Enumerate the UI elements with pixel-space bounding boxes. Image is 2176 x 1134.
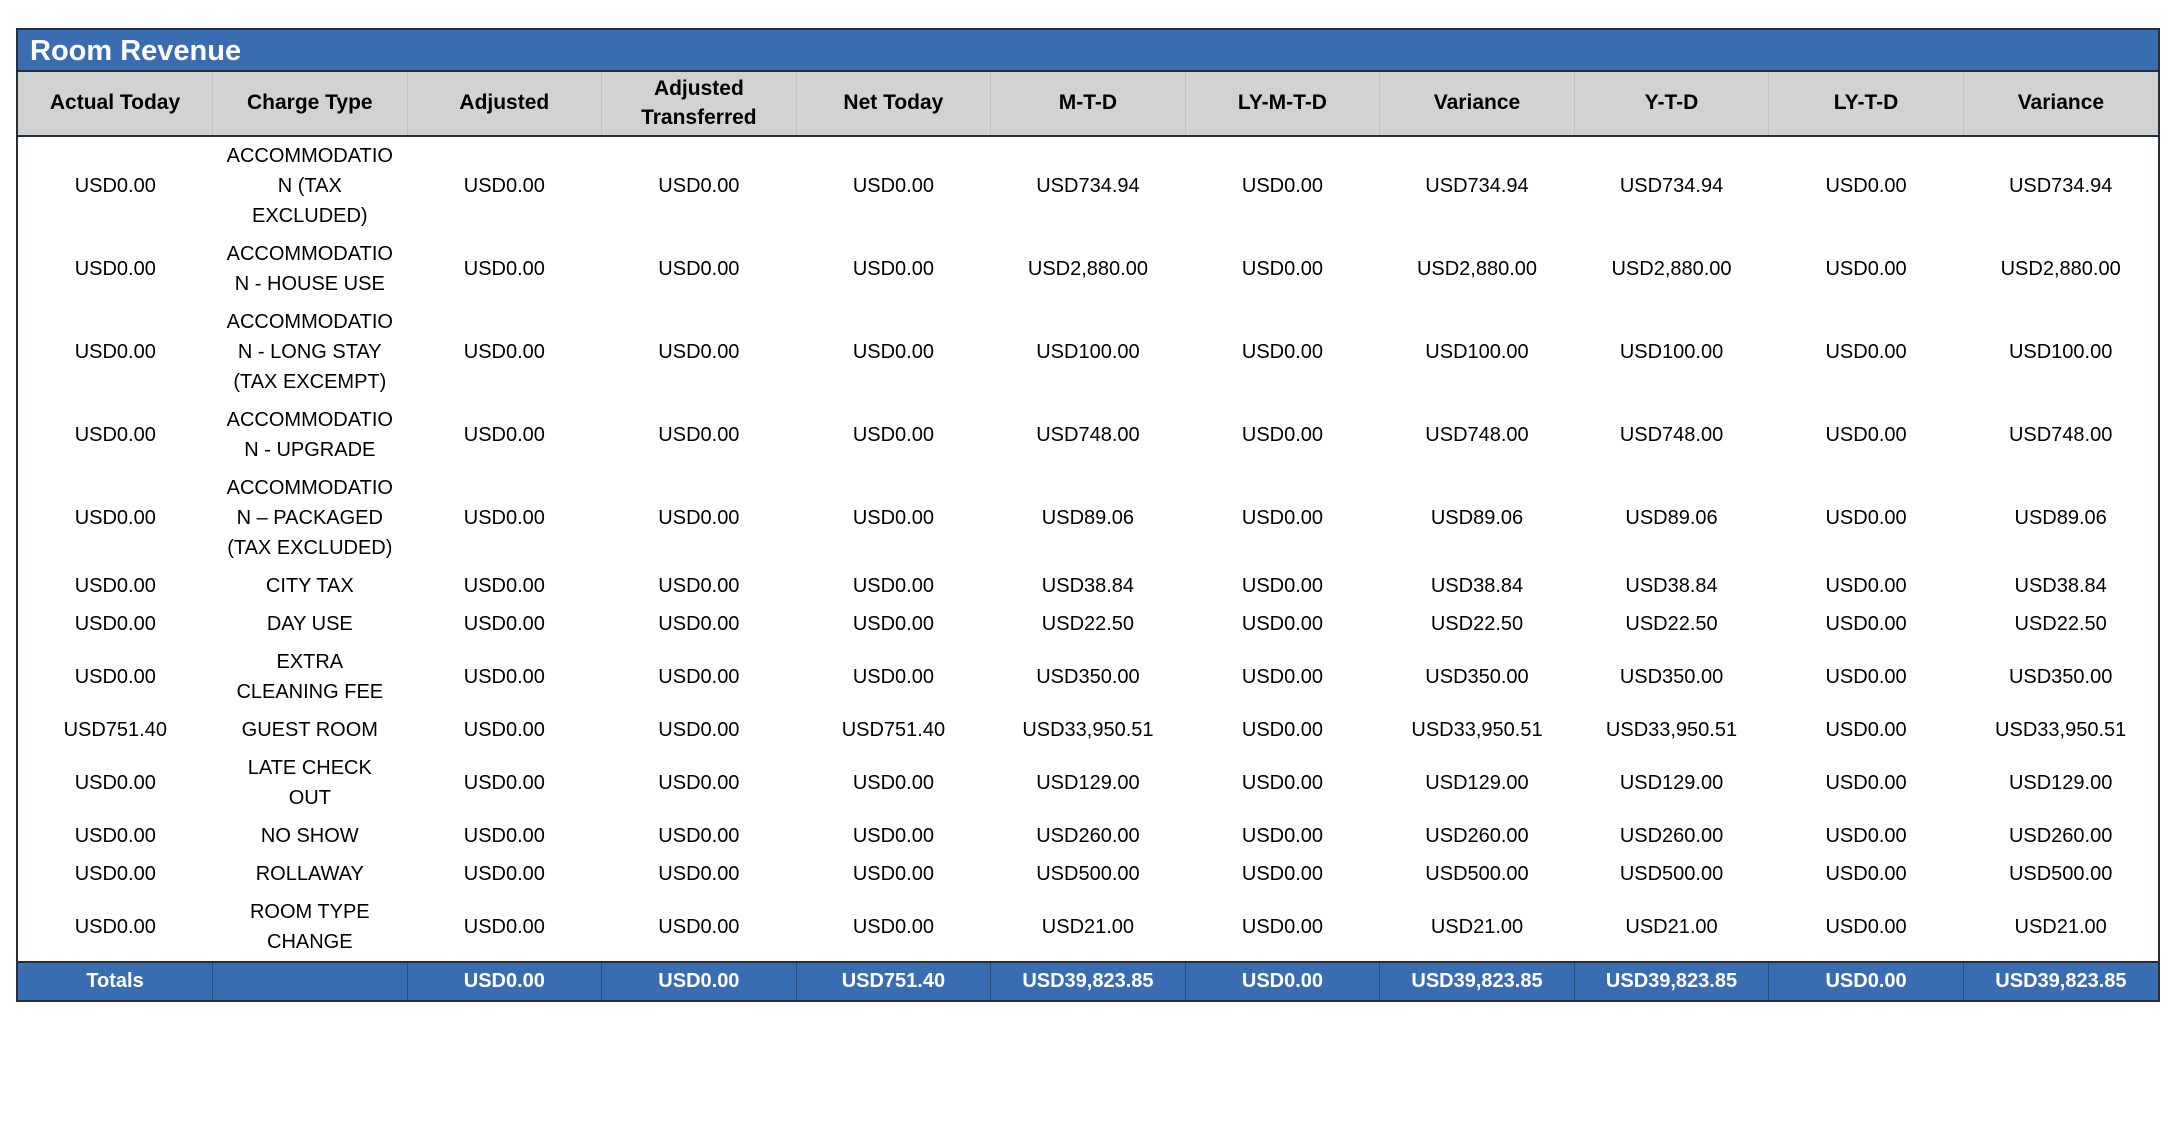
amount-cell: USD748.00 [1574,401,1769,469]
amount-cell: USD129.00 [1380,749,1575,817]
amount-cell: USD0.00 [407,567,602,605]
totals-amount-cell: USD0.00 [602,962,797,1000]
amount-cell: USD89.06 [991,469,1186,567]
amount-cell: USD2,880.00 [991,235,1186,303]
amount-cell: USD38.84 [991,567,1186,605]
amount-cell: USD0.00 [407,711,602,749]
amount-cell: USD0.00 [1769,605,1964,643]
amount-cell: USD0.00 [602,643,797,711]
amount-cell: USD2,880.00 [1574,235,1769,303]
totals-row [18,962,2158,1000]
amount-cell: USD129.00 [1963,749,2158,817]
amount-cell: USD2,880.00 [1963,235,2158,303]
column-header-y-t-d: Y-T-D [1574,72,1769,136]
amount-cell: USD38.84 [1963,567,2158,605]
column-header-charge-type: Charge Type [213,72,408,136]
amount-cell: USD734.94 [991,136,1186,235]
totals-label: Totals [18,962,213,1000]
amount-cell: USD350.00 [991,643,1186,711]
table-row [18,855,2158,893]
amount-cell: USD0.00 [18,401,213,469]
table-row [18,749,2158,817]
totals-amount-cell: USD0.00 [1769,962,1964,1000]
amount-cell: USD33,950.51 [1380,711,1575,749]
amount-cell: USD0.00 [602,893,797,962]
table-row [18,643,2158,711]
table-row [18,567,2158,605]
amount-cell: USD0.00 [602,469,797,567]
amount-cell: USD89.06 [1963,469,2158,567]
amount-cell: USD748.00 [991,401,1186,469]
amount-cell: USD0.00 [796,605,991,643]
amount-cell: USD0.00 [602,711,797,749]
amount-cell: USD260.00 [1963,817,2158,855]
table-row [18,235,2158,303]
amount-cell: USD751.40 [796,711,991,749]
amount-cell: USD0.00 [407,817,602,855]
amount-cell: USD0.00 [407,136,602,235]
amount-cell: USD38.84 [1380,567,1575,605]
amount-cell: USD260.00 [991,817,1186,855]
amount-cell: USD33,950.51 [1574,711,1769,749]
amount-cell: USD0.00 [796,817,991,855]
totals-amount-cell: USD39,823.85 [1963,962,2158,1000]
amount-cell: USD100.00 [1963,303,2158,401]
amount-cell: USD33,950.51 [991,711,1186,749]
amount-cell: USD0.00 [796,136,991,235]
amount-cell: USD0.00 [602,303,797,401]
amount-cell: USD2,880.00 [1380,235,1575,303]
amount-cell: USD100.00 [1380,303,1575,401]
amount-cell: USD0.00 [407,235,602,303]
table-row [18,401,2158,469]
table-body [18,136,2158,962]
charge-type-cell: ACCOMMODATION – PACKAGED (TAX EXCLUDED) [213,469,408,567]
amount-cell: USD0.00 [18,469,213,567]
amount-cell: USD0.00 [1769,817,1964,855]
amount-cell: USD21.00 [1380,893,1575,962]
amount-cell: USD350.00 [1963,643,2158,711]
amount-cell: USD0.00 [1769,567,1964,605]
charge-type-cell: ACCOMMODATION (TAX EXCLUDED) [213,136,408,235]
amount-cell: USD0.00 [407,643,602,711]
column-header-adjusted: Adjusted [407,72,602,136]
charge-type-cell: ROLLAWAY [213,855,408,893]
amount-cell: USD0.00 [407,605,602,643]
amount-cell: USD0.00 [602,567,797,605]
amount-cell: USD89.06 [1380,469,1575,567]
amount-cell: USD0.00 [1185,893,1380,962]
amount-cell: USD0.00 [1769,893,1964,962]
amount-cell: USD0.00 [796,567,991,605]
charge-type-cell: NO SHOW [213,817,408,855]
table-row [18,303,2158,401]
amount-cell: USD734.94 [1963,136,2158,235]
amount-cell: USD0.00 [796,235,991,303]
amount-cell: USD21.00 [1963,893,2158,962]
room-revenue-report [16,28,2160,1002]
amount-cell: USD0.00 [1769,469,1964,567]
amount-cell: USD0.00 [796,303,991,401]
charge-type-cell: GUEST ROOM [213,711,408,749]
amount-cell: USD0.00 [1769,401,1964,469]
amount-cell: USD0.00 [1185,303,1380,401]
amount-cell: USD500.00 [991,855,1186,893]
amount-cell: USD0.00 [1769,303,1964,401]
amount-cell: USD0.00 [1769,711,1964,749]
amount-cell: USD0.00 [407,469,602,567]
amount-cell: USD38.84 [1574,567,1769,605]
amount-cell: USD0.00 [602,817,797,855]
amount-cell: USD22.50 [1380,605,1575,643]
column-header-net-today: Net Today [796,72,991,136]
amount-cell: USD0.00 [407,303,602,401]
charge-type-cell: EXTRA CLEANING FEE [213,643,408,711]
amount-cell: USD0.00 [1185,711,1380,749]
amount-cell: USD0.00 [18,855,213,893]
amount-cell: USD0.00 [18,643,213,711]
table-row [18,711,2158,749]
amount-cell: USD0.00 [1185,401,1380,469]
totals-amount-cell: USD751.40 [796,962,991,1000]
amount-cell: USD0.00 [796,893,991,962]
amount-cell: USD350.00 [1380,643,1575,711]
amount-cell: USD0.00 [407,749,602,817]
amount-cell: USD500.00 [1380,855,1575,893]
amount-cell: USD22.50 [991,605,1186,643]
amount-cell: USD0.00 [1769,136,1964,235]
amount-cell: USD734.94 [1380,136,1575,235]
totals-amount-cell: USD0.00 [1185,962,1380,1000]
amount-cell: USD0.00 [407,893,602,962]
amount-cell: USD0.00 [1185,749,1380,817]
amount-cell: USD0.00 [796,401,991,469]
amount-cell: USD0.00 [18,605,213,643]
column-header-variance: Variance [1380,72,1575,136]
amount-cell: USD89.06 [1574,469,1769,567]
amount-cell: USD0.00 [602,401,797,469]
amount-cell: USD260.00 [1380,817,1575,855]
charge-type-cell: CITY TAX [213,567,408,605]
table-row [18,893,2158,962]
totals-amount-cell: USD39,823.85 [1574,962,1769,1000]
amount-cell: USD0.00 [18,303,213,401]
table-row [18,605,2158,643]
amount-cell: USD0.00 [1769,855,1964,893]
amount-cell: USD0.00 [1185,605,1380,643]
amount-cell: USD0.00 [796,643,991,711]
amount-cell: USD260.00 [1574,817,1769,855]
amount-cell: USD0.00 [407,855,602,893]
amount-cell: USD129.00 [1574,749,1769,817]
amount-cell: USD500.00 [1574,855,1769,893]
amount-cell: USD0.00 [602,235,797,303]
column-header-ly-m-t-d: LY-M-T-D [1185,72,1380,136]
amount-cell: USD0.00 [1185,643,1380,711]
table-row [18,817,2158,855]
amount-cell: USD0.00 [796,855,991,893]
table-row [18,136,2158,235]
amount-cell: USD0.00 [407,401,602,469]
room-revenue-table [18,72,2158,1000]
amount-cell: USD22.50 [1574,605,1769,643]
amount-cell: USD0.00 [1185,817,1380,855]
totals-amount-cell: USD0.00 [407,962,602,1000]
amount-cell: USD0.00 [1769,643,1964,711]
charge-type-cell: LATE CHECK OUT [213,749,408,817]
amount-cell: USD0.00 [1769,749,1964,817]
amount-cell: USD0.00 [1185,567,1380,605]
amount-cell: USD0.00 [1185,136,1380,235]
charge-type-cell: ACCOMMODATION - UPGRADE [213,401,408,469]
charge-type-cell: ACCOMMODATION - LONG STAY (TAX EXCEMPT) [213,303,408,401]
amount-cell: USD0.00 [602,605,797,643]
column-header-ly-t-d: LY-T-D [1769,72,1964,136]
charge-type-cell: DAY USE [213,605,408,643]
column-header-actual-today: Actual Today [18,72,213,136]
amount-cell: USD0.00 [1185,855,1380,893]
amount-cell: USD100.00 [991,303,1186,401]
amount-cell: USD0.00 [1185,235,1380,303]
amount-cell: USD0.00 [18,235,213,303]
amount-cell: USD21.00 [991,893,1186,962]
amount-cell: USD751.40 [18,711,213,749]
amount-cell: USD350.00 [1574,643,1769,711]
column-header-adjusted-transferred: Adjusted Transferred [602,72,797,136]
amount-cell: USD100.00 [1574,303,1769,401]
amount-cell: USD0.00 [602,855,797,893]
table-row [18,469,2158,567]
report-section-title: Room Revenue [18,30,2158,72]
amount-cell: USD0.00 [18,817,213,855]
amount-cell: USD0.00 [1185,469,1380,567]
amount-cell: USD734.94 [1574,136,1769,235]
totals-amount-cell: USD39,823.85 [991,962,1186,1000]
amount-cell: USD0.00 [796,469,991,567]
amount-cell: USD0.00 [1769,235,1964,303]
amount-cell: USD748.00 [1963,401,2158,469]
column-header-m-t-d: M-T-D [991,72,1186,136]
charge-type-cell: ROOM TYPE CHANGE [213,893,408,962]
totals-amount-cell: USD39,823.85 [1380,962,1575,1000]
amount-cell: USD0.00 [796,749,991,817]
amount-cell: USD0.00 [602,136,797,235]
amount-cell: USD0.00 [18,136,213,235]
amount-cell: USD22.50 [1963,605,2158,643]
charge-type-cell: ACCOMMODATION - HOUSE USE [213,235,408,303]
amount-cell: USD0.00 [18,749,213,817]
amount-cell: USD33,950.51 [1963,711,2158,749]
amount-cell: USD0.00 [602,749,797,817]
totals-amount-cell [213,962,408,1000]
header-row [18,72,2158,136]
amount-cell: USD0.00 [18,567,213,605]
column-header-variance: Variance [1963,72,2158,136]
amount-cell: USD21.00 [1574,893,1769,962]
amount-cell: USD748.00 [1380,401,1575,469]
amount-cell: USD0.00 [18,893,213,962]
amount-cell: USD129.00 [991,749,1186,817]
amount-cell: USD500.00 [1963,855,2158,893]
